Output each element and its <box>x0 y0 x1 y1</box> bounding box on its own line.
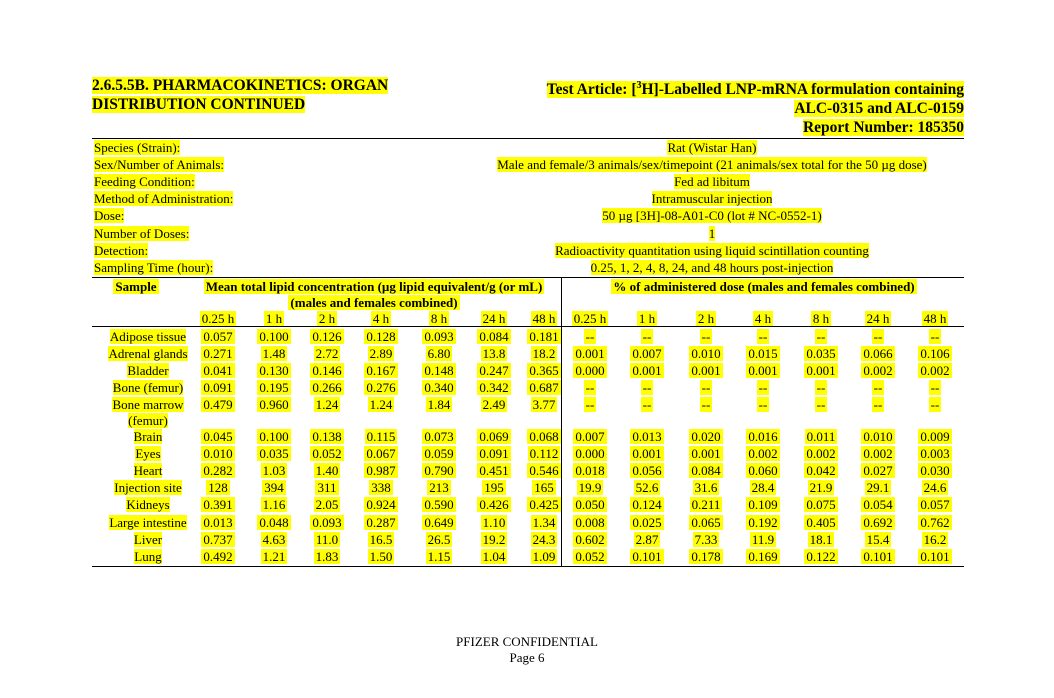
dose-percent-value: -- <box>873 380 883 395</box>
dose-percent-value: 0.035 <box>806 346 836 361</box>
dose-percent-value: -- <box>585 397 595 412</box>
sample-column-header: Sample <box>115 279 157 294</box>
dose-percent-value: 0.101 <box>632 549 662 564</box>
section-title-line-2: DISTRIBUTION CONTINUED <box>92 96 306 113</box>
dose-percent-value: 0.178 <box>691 549 721 564</box>
concentration-value: 1.48 <box>262 346 286 361</box>
concentration-value: 0.059 <box>424 446 454 461</box>
dose-percent-value: 2.87 <box>635 532 659 547</box>
dose-percent-value: 0.001 <box>575 346 605 361</box>
concentration-value: 26.5 <box>427 532 451 547</box>
dose-percent-value: 24.6 <box>923 480 947 495</box>
concentration-value: 0.041 <box>203 363 233 378</box>
dose-percent-value: 0.009 <box>920 429 950 444</box>
concentration-value: 0.790 <box>424 463 454 478</box>
meta-label: Dose: <box>94 208 125 223</box>
meta-label: Sex/Number of Animals: <box>94 157 224 172</box>
dose-percent-value: 0.122 <box>806 549 836 564</box>
dose-percent-value: 0.211 <box>691 497 721 512</box>
concentration-value: 3.77 <box>532 397 556 412</box>
dose-percent-value: 0.124 <box>632 497 662 512</box>
dose-percent-value: 0.762 <box>920 515 950 530</box>
dose-percent-value: 0.002 <box>920 363 950 378</box>
concentration-value: 0.247 <box>479 363 509 378</box>
dose-percent-value: 0.007 <box>632 346 662 361</box>
dose-percent-value: -- <box>585 380 595 395</box>
concentration-value: 0.365 <box>529 363 559 378</box>
concentration-value: 1.50 <box>369 549 393 564</box>
dose-percent-value: 0.000 <box>575 363 605 378</box>
meta-row <box>92 207 964 224</box>
conc-timepoint-header: 48 h <box>532 311 556 326</box>
dose-percent-value: 0.002 <box>863 363 893 378</box>
dose-percent-value: 0.050 <box>575 497 605 512</box>
meta-row <box>92 190 964 207</box>
sample-name: Adipose tissue <box>109 329 187 344</box>
concentration-value: 1.09 <box>532 549 556 564</box>
concentration-value: 394 <box>264 480 284 495</box>
conc-timepoint-header: 8 h <box>430 311 448 326</box>
concentration-value: 18.2 <box>532 346 556 361</box>
meta-row <box>92 173 964 190</box>
dose-percent-value: 0.001 <box>632 363 662 378</box>
dose-percent-value: 7.33 <box>694 532 718 547</box>
concentration-value: 1.24 <box>369 397 393 412</box>
concentration-value: 338 <box>371 480 391 495</box>
meta-value: Rat (Wistar Han) <box>667 140 757 155</box>
dose-percent-value: 0.001 <box>632 446 662 461</box>
dose-percent-value: 18.1 <box>809 532 833 547</box>
dose-percent-value: -- <box>701 329 711 344</box>
meta-value: Intramuscular injection <box>651 191 773 206</box>
dose-percent-value: 0.011 <box>806 429 836 444</box>
concentration-value: 0.010 <box>203 446 233 461</box>
concentration-value: 0.093 <box>424 329 454 344</box>
dose-percent-value: 0.106 <box>920 346 950 361</box>
dose-percent-value: 0.001 <box>806 363 836 378</box>
dose-percent-value: 28.4 <box>751 480 775 495</box>
concentration-value: 1.10 <box>482 515 506 530</box>
concentration-value: 0.128 <box>366 329 396 344</box>
concentration-value: 2.72 <box>315 346 339 361</box>
meta-value: 0.25, 1, 2, 4, 8, 24, and 48 hours post-injection <box>590 260 834 275</box>
dose-percent-value: 0.101 <box>863 549 893 564</box>
concentration-header-line-2: (males and females combined) <box>290 295 458 310</box>
dose-percent-value: -- <box>758 397 768 412</box>
sample-name: Bladder <box>127 363 169 378</box>
concentration-value: 165 <box>534 480 554 495</box>
dose-percent-value: -- <box>642 397 652 412</box>
dose-percent-value: 0.016 <box>748 429 778 444</box>
meta-value: 50 µg [3H]-08-A01-C0 (lot # NC-0552-1) <box>602 208 822 223</box>
dose-percent-value: 0.001 <box>691 363 721 378</box>
concentration-value: 0.266 <box>312 380 342 395</box>
concentration-value: 11.0 <box>315 532 339 547</box>
dose-percent-value: -- <box>758 329 768 344</box>
dose-percent-value: 0.018 <box>575 463 605 478</box>
sample-name: Liver <box>133 532 163 547</box>
sample-name: Brain <box>133 429 163 444</box>
dose-percent-value: 0.010 <box>863 429 893 444</box>
dose-percent-value: -- <box>701 380 711 395</box>
concentration-value: 0.391 <box>203 497 233 512</box>
meta-value: Fed ad libitum <box>674 174 750 189</box>
table-bottom-rule <box>92 566 964 567</box>
meta-value: Radioactivity quantitation using liquid scintillation counting <box>555 243 869 258</box>
concentration-value: 0.546 <box>529 463 559 478</box>
meta-row <box>92 139 964 156</box>
meta-label: Number of Doses: <box>94 226 190 241</box>
concentration-value: 0.649 <box>424 515 454 530</box>
dose-percent-value: 0.001 <box>748 363 778 378</box>
concentration-value: 128 <box>208 480 228 495</box>
sample-name: Injection site <box>114 480 182 495</box>
report-number: Report Number: 185350 <box>802 119 964 137</box>
concentration-value: 0.138 <box>312 429 342 444</box>
concentration-value: 0.068 <box>529 429 559 444</box>
dose-timepoint-header: 24 h <box>866 311 890 326</box>
dose-timepoint-header: 4 h <box>754 311 772 326</box>
concentration-value: 0.057 <box>203 329 233 344</box>
dose-timepoint-header: 2 h <box>697 311 715 326</box>
page-number: Page 6 <box>509 650 545 665</box>
dose-percent-value: 0.066 <box>863 346 893 361</box>
meta-label: Feeding Condition: <box>94 174 195 189</box>
concentration-value: 6.80 <box>427 346 451 361</box>
concentration-value: 4.63 <box>262 532 286 547</box>
concentration-value: 0.084 <box>479 329 509 344</box>
concentration-value: 0.052 <box>312 446 342 461</box>
concentration-value: 0.479 <box>203 397 233 412</box>
dose-percent-value: -- <box>816 329 826 344</box>
sample-name: Bone (femur) <box>112 380 184 395</box>
test-article-prefix: Test Article: [ <box>546 81 637 99</box>
concentration-column-header <box>196 279 552 311</box>
concentration-value: 0.091 <box>479 446 509 461</box>
concentration-value: 0.271 <box>203 346 233 361</box>
concentration-value: 195 <box>484 480 504 495</box>
meta-label: Sampling Time (hour): <box>94 260 214 275</box>
sample-name: Large intestine <box>109 515 187 530</box>
section-title-line-1: 2.6.5.5B. PHARMACOKINETICS: ORGAN <box>92 77 389 94</box>
dose-percent-value: 0.002 <box>748 446 778 461</box>
dose-percent-value: 0.027 <box>863 463 893 478</box>
concentration-value: 0.069 <box>479 429 509 444</box>
concentration-value: 13.8 <box>482 346 506 361</box>
dose-percent-value: 0.169 <box>748 549 778 564</box>
concentration-value: 0.451 <box>479 463 509 478</box>
concentration-value: 0.426 <box>479 497 509 512</box>
dose-percent-value: 0.602 <box>575 532 605 547</box>
concentration-value: 0.115 <box>366 429 396 444</box>
concentration-value: 0.425 <box>529 497 559 512</box>
concentration-value: 0.013 <box>203 515 233 530</box>
dose-percent-value: -- <box>873 397 883 412</box>
concentration-value: 1.04 <box>482 549 506 564</box>
section-title <box>92 76 432 114</box>
dose-percent-value: 0.015 <box>748 346 778 361</box>
concentration-value: 0.167 <box>366 363 396 378</box>
dose-timepoint-header: 1 h <box>638 311 656 326</box>
dose-percent-value: 0.000 <box>575 446 605 461</box>
dose-percent-value: 52.6 <box>635 480 659 495</box>
concentration-value: 0.035 <box>259 446 289 461</box>
conc-timepoint-header: 24 h <box>482 311 506 326</box>
meta-label: Species (Strain): <box>94 140 181 155</box>
dose-percent-value: 0.030 <box>920 463 950 478</box>
dose-percent-value: 0.065 <box>691 515 721 530</box>
meta-value: 1 <box>708 226 716 241</box>
meta-label: Method of Administration: <box>94 191 234 206</box>
dose-percent-value: 11.9 <box>751 532 775 547</box>
dose-percent-value: 0.002 <box>806 446 836 461</box>
dose-percent-value: -- <box>642 380 652 395</box>
concentration-value: 0.045 <box>203 429 233 444</box>
dose-percent-value: -- <box>585 329 595 344</box>
concentration-value: 0.126 <box>312 329 342 344</box>
concentration-value: 0.073 <box>424 429 454 444</box>
concentration-value: 1.40 <box>315 463 339 478</box>
dose-percent-value: 0.025 <box>632 515 662 530</box>
concentration-value: 0.112 <box>529 446 559 461</box>
dose-percent-value: 0.084 <box>691 463 721 478</box>
concentration-value: 1.24 <box>315 397 339 412</box>
dose-timepoint-header: 48 h <box>923 311 947 326</box>
meta-row <box>92 242 964 259</box>
dose-percent-value: 19.9 <box>578 480 602 495</box>
concentration-value: 0.100 <box>259 329 289 344</box>
concentration-value: 0.492 <box>203 549 233 564</box>
concentration-value: 0.195 <box>259 380 289 395</box>
dose-percent-value: 0.056 <box>632 463 662 478</box>
dose-percent-value: 0.013 <box>632 429 662 444</box>
concentration-value: 0.340 <box>424 380 454 395</box>
dose-percent-value: -- <box>930 329 940 344</box>
dose-percent-value: 0.405 <box>806 515 836 530</box>
dose-percent-value: 0.060 <box>748 463 778 478</box>
concentration-value: 24.3 <box>532 532 556 547</box>
concentration-value: 0.091 <box>203 380 233 395</box>
dose-percent-value: -- <box>873 329 883 344</box>
dose-percent-value: 0.042 <box>806 463 836 478</box>
dose-percent-value: -- <box>642 329 652 344</box>
concentration-value: 0.276 <box>366 380 396 395</box>
concentration-value: 0.924 <box>366 497 396 512</box>
dose-percent-value: 0.003 <box>920 446 950 461</box>
dose-percent-value: 31.6 <box>694 480 718 495</box>
concentration-value: 0.737 <box>203 532 233 547</box>
concentration-value: 0.181 <box>529 329 559 344</box>
dose-percent-value: 0.002 <box>863 446 893 461</box>
concentration-value: 0.687 <box>529 380 559 395</box>
sample-name: Bone marrow (femur) <box>112 397 184 428</box>
test-article-suffix: H]-Labelled LNP-mRNA formulation containing <box>641 81 964 99</box>
dose-percent-value: 0.192 <box>748 515 778 530</box>
concentration-value: 1.15 <box>427 549 451 564</box>
dose-percent-value: 21.9 <box>809 480 833 495</box>
concentration-value: 1.16 <box>262 497 286 512</box>
dose-percent-value: 29.1 <box>866 480 890 495</box>
concentration-value: 0.282 <box>203 463 233 478</box>
dose-percent-value: 0.052 <box>575 549 605 564</box>
conc-timepoint-header: 1 h <box>265 311 283 326</box>
concentration-value: 0.093 <box>312 515 342 530</box>
dose-percent-value: 0.101 <box>920 549 950 564</box>
sample-name: Eyes <box>135 446 161 461</box>
concentration-value: 19.2 <box>482 532 506 547</box>
meta-row <box>92 225 964 242</box>
dose-percent-value: 0.008 <box>575 515 605 530</box>
concentration-value: 0.148 <box>424 363 454 378</box>
sample-name: Lung <box>134 549 162 564</box>
concentration-value: 0.100 <box>259 429 289 444</box>
dose-percent-value: 0.007 <box>575 429 605 444</box>
test-article-header <box>500 76 964 137</box>
meta-label: Detection: <box>94 243 149 258</box>
dose-percent-value: -- <box>930 380 940 395</box>
dose-percent-value: -- <box>758 380 768 395</box>
dose-percent-value: 16.2 <box>923 532 947 547</box>
concentration-value: 2.89 <box>369 346 393 361</box>
conc-timepoint-header: 0.25 h <box>201 311 235 326</box>
concentration-value: 2.49 <box>482 397 506 412</box>
confidential-notice: PFIZER CONFIDENTIAL <box>456 634 598 649</box>
dose-percent-value: 0.057 <box>920 497 950 512</box>
sample-name: Heart <box>133 463 163 478</box>
concentration-value: 213 <box>429 480 449 495</box>
meta-row <box>92 259 964 276</box>
dose-percent-value: 0.692 <box>863 515 893 530</box>
dose-percent-value: -- <box>930 397 940 412</box>
dose-percent-value: 0.010 <box>691 346 721 361</box>
dose-percent-value: -- <box>816 397 826 412</box>
concentration-value: 0.987 <box>366 463 396 478</box>
concentration-value: 0.146 <box>312 363 342 378</box>
concentration-value: 311 <box>317 480 337 495</box>
concentration-header-line-1: Mean total lipid concentration (µg lipid equivalent/g (or mL) <box>205 279 543 294</box>
meta-value: Male and female/3 animals/sex/timepoint (21 animals/sex total for the 50 µg dose) <box>497 157 927 172</box>
test-article-line-2: ALC-0315 and ALC-0159 <box>794 100 964 118</box>
test-article-line-1 <box>547 81 964 98</box>
table-timepoint-rule <box>92 326 964 327</box>
concentration-value: 1.84 <box>427 397 451 412</box>
concentration-value: 0.590 <box>424 497 454 512</box>
concentration-value: 0.960 <box>259 397 289 412</box>
dose-timepoint-header: 0.25 h <box>573 311 607 326</box>
dose-percent-value: 15.4 <box>866 532 890 547</box>
concentration-value: 0.067 <box>366 446 396 461</box>
sample-name: Kidneys <box>126 497 170 512</box>
conc-timepoint-header: 2 h <box>318 311 336 326</box>
dose-timepoint-header: 8 h <box>812 311 830 326</box>
concentration-value: 0.287 <box>366 515 396 530</box>
dose-percent-value: 0.020 <box>691 429 721 444</box>
test-article-superscript: 3 <box>636 80 642 91</box>
dose-percent-column-header: % of administered dose (males and females combined) <box>613 279 915 294</box>
dose-percent-value: 0.109 <box>748 497 778 512</box>
dose-percent-value: -- <box>816 380 826 395</box>
dose-percent-value: 0.075 <box>806 497 836 512</box>
concentration-value: 1.34 <box>532 515 556 530</box>
table-header-rule <box>92 277 964 278</box>
concentration-value: 16.5 <box>369 532 393 547</box>
meta-row <box>92 156 964 173</box>
conc-timepoint-header: 4 h <box>372 311 390 326</box>
concentration-value: 0.048 <box>259 515 289 530</box>
concentration-value: 2.05 <box>315 497 339 512</box>
sample-name: Adrenal glands <box>108 346 188 361</box>
dose-percent-value: 0.054 <box>863 497 893 512</box>
concentration-value: 1.83 <box>315 549 339 564</box>
concentration-value: 0.342 <box>479 380 509 395</box>
concentration-value: 1.21 <box>262 549 286 564</box>
concentration-value: 0.130 <box>259 363 289 378</box>
page-footer <box>0 634 1054 666</box>
dose-percent-value: 0.001 <box>691 446 721 461</box>
concentration-value: 1.03 <box>262 463 286 478</box>
dose-percent-value: -- <box>701 397 711 412</box>
